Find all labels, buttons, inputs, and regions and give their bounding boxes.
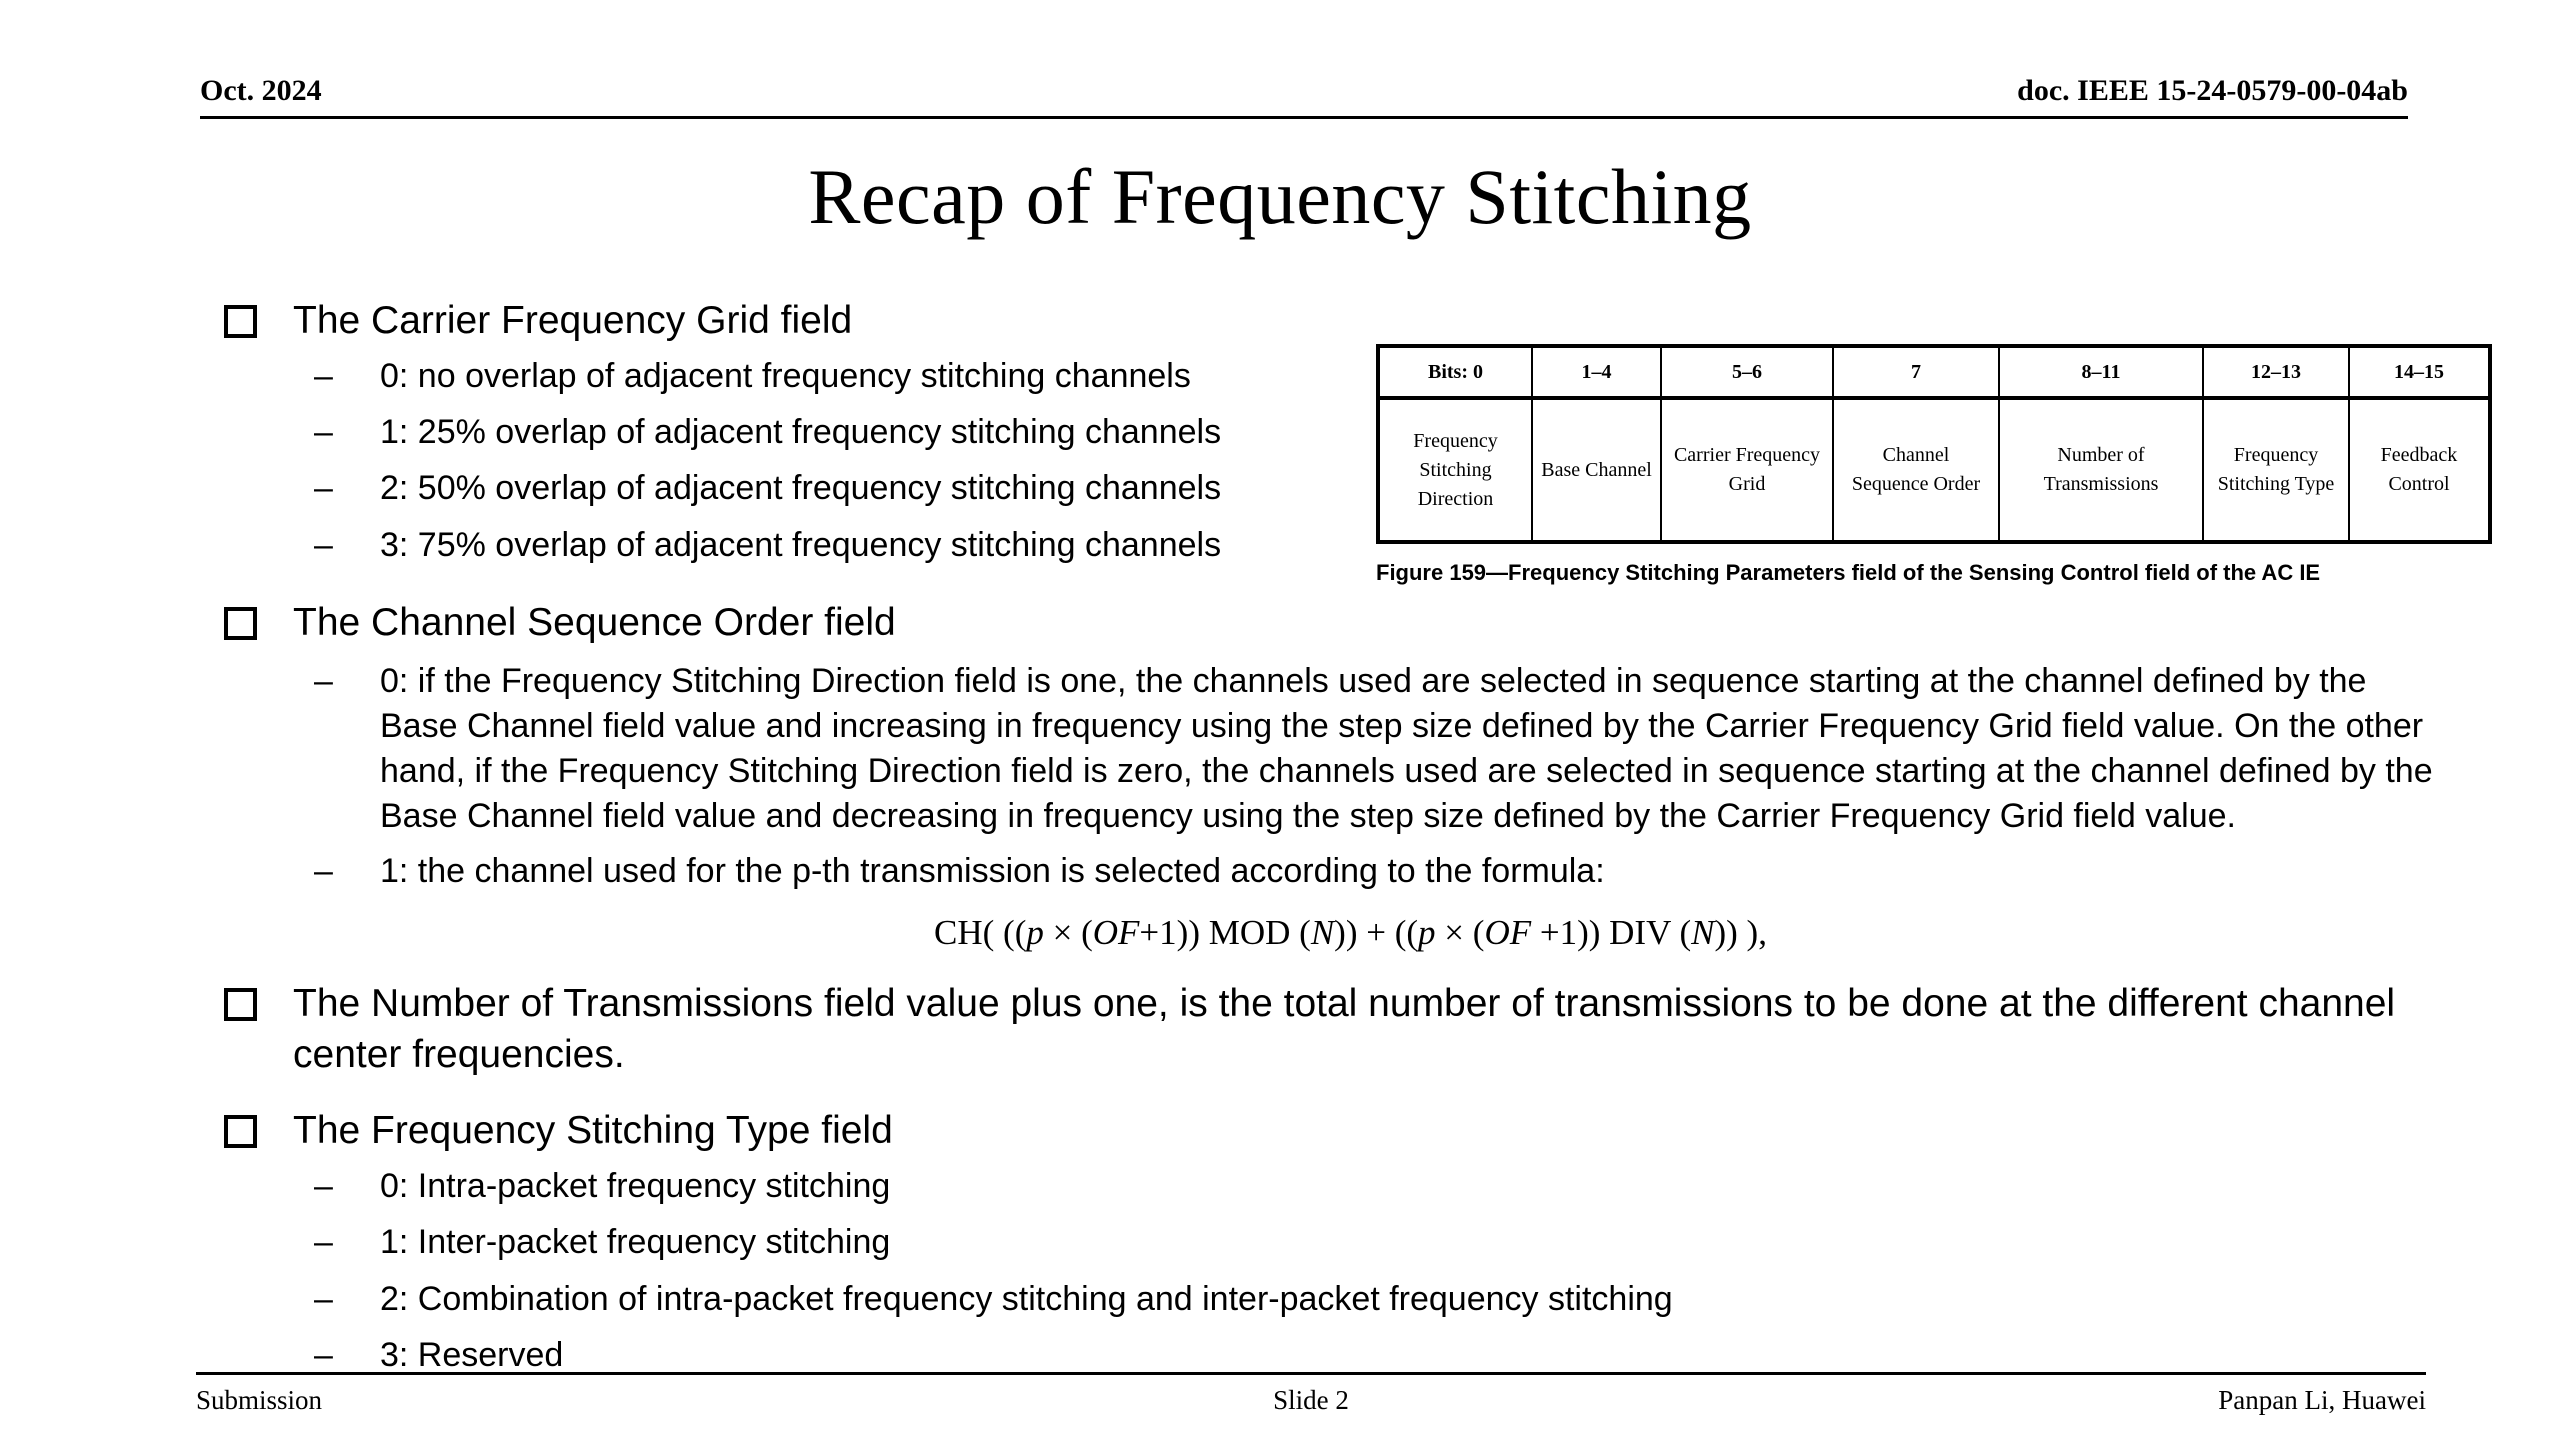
page-title: Recap of Frequency Stitching: [808, 153, 1752, 240]
sub-bullet-text: 2: Combination of intra-packet frequency stitching and inter-packet frequency stitching: [380, 1279, 1673, 1318]
dash-bullet-icon: –: [314, 1279, 333, 1318]
table-header-cell: 1–4: [1532, 346, 1661, 398]
sub-bullet: [220, 844, 2435, 898]
footer-slide-number: Slide 2: [1273, 1385, 1349, 1415]
sub-bullet-text: 1: Inter-packet frequency stitching: [380, 1223, 891, 1262]
table-header-cell: 5–6: [1661, 346, 1833, 398]
bullet-title: The Number of Transmissions field value plus one, is the total number of transmissions to be done at the different channel center frequencies.: [293, 981, 2396, 1076]
table-header-cell: Bits: 0: [1378, 346, 1532, 398]
formula-part: × (: [1435, 912, 1485, 952]
table-cell: Number of Transmissions: [1999, 398, 2203, 542]
sub-bullet-text: 0: Intra-packet frequency stitching: [380, 1166, 891, 1205]
table-row: [1378, 398, 2490, 542]
sub-bullet: [220, 1159, 2435, 1213]
sub-bullet-text: 1: the channel used for the p-th transmission is selected according to the formula:: [380, 852, 1605, 891]
slide-footer: [196, 1372, 2426, 1416]
bullet-title: The Carrier Frequency Grid field: [293, 299, 853, 342]
table-cell: Channel Sequence Order: [1833, 398, 1999, 542]
dash-bullet-icon: –: [314, 469, 333, 508]
formula-part: CH( ((: [934, 912, 1027, 952]
dash-bullet-icon: –: [314, 525, 333, 564]
table-header-cell: 14–15: [2349, 346, 2490, 398]
formula-var-p: p: [1418, 912, 1436, 952]
formula-var-n: N: [1691, 912, 1715, 952]
table-header-cell: 7: [1833, 346, 1999, 398]
bullet-title: The Frequency Stitching Type field: [293, 1109, 893, 1153]
bullet-title: The Channel Sequence Order field: [293, 601, 896, 645]
table-cell: Frequency Stitching Direction: [1378, 398, 1532, 542]
sub-bullet-text: 2: 50% overlap of adjacent frequency stitching channels: [380, 469, 1222, 508]
sub-bullet: [220, 659, 2435, 839]
formula-var-of: OF: [1092, 912, 1140, 952]
formula-part: )) ),: [1714, 912, 1767, 952]
sub-bullet: [220, 1272, 2435, 1326]
footer-submission: Submission: [196, 1385, 323, 1415]
dash-bullet-icon: –: [314, 1223, 333, 1262]
slide-header: [200, 74, 2408, 119]
bullet-number-of-transmissions: [220, 979, 2435, 1080]
figure-caption: Figure 159—Frequency Stitching Parameters field of the Sensing Control field of the AC IE: [1376, 560, 2321, 585]
dash-bullet-icon: –: [314, 1336, 333, 1375]
dash-bullet-icon: –: [314, 661, 333, 700]
formula-var-p: p: [1026, 912, 1044, 952]
square-bullet-icon: [224, 305, 257, 338]
table-header-row: [1378, 346, 2490, 398]
formula-part: × (: [1043, 912, 1093, 952]
frequency-stitching-parameters-table: [1376, 344, 2492, 544]
square-bullet-icon: [224, 1115, 257, 1148]
footer-author: Panpan Li, Huawei: [2218, 1385, 2426, 1415]
sub-bullet-text: 1: 25% overlap of adjacent frequency stitching channels: [380, 413, 1222, 452]
dash-bullet-icon: –: [314, 852, 333, 891]
formula-part: +1)) MOD (: [1139, 912, 1311, 952]
sub-bullet-text: 0: if the Frequency Stitching Direction field is one, the channels used are selected in sequence starting at the channel defined by the Base Channel field value and increasing in frequency using the step size defined by the Carrier Frequency Grid field value. On the other hand, if the Frequency Stitching Direction field is zero, the channels used are selected in sequence starting at the channel defined by the Base Channel field value and decreasing in frequency using the step size defined by the Carrier Frequency Grid field value.: [380, 661, 2433, 835]
sub-bullet-text: 0: no overlap of adjacent frequency stitching channels: [380, 356, 1191, 395]
channel-selection-formula: [266, 913, 2435, 953]
figure-159: [1376, 344, 2546, 586]
sub-bullet: [220, 1215, 2435, 1269]
sub-bullet-text: 3: Reserved: [380, 1336, 564, 1375]
table-cell: Frequency Stitching Type: [2203, 398, 2349, 542]
dash-bullet-icon: –: [314, 413, 333, 452]
sub-bullet-text: 3: 75% overlap of adjacent frequency stitching channels: [380, 525, 1222, 564]
formula-var-of: OF: [1484, 912, 1532, 952]
formula-var-n: N: [1310, 912, 1335, 952]
dash-bullet-icon: –: [314, 356, 333, 395]
table-cell: Carrier Frequency Grid: [1661, 398, 1833, 542]
square-bullet-icon: [224, 607, 257, 640]
table-header-cell: 12–13: [2203, 346, 2349, 398]
header-date: Oct. 2024: [200, 74, 322, 107]
bullet-channel-sequence-order: [220, 598, 2435, 649]
formula-part: +1)) DIV (: [1531, 912, 1692, 952]
table-header-cell: 8–11: [1999, 346, 2203, 398]
table-cell: Feedback Control: [2349, 398, 2490, 542]
square-bullet-icon: [224, 988, 257, 1021]
header-doc-number: doc. IEEE 15-24-0579-00-04ab: [2017, 74, 2408, 107]
formula-part: )) + ((: [1334, 912, 1419, 952]
bullet-frequency-stitching-type: [220, 1106, 2435, 1157]
table-cell: Base Channel: [1532, 398, 1661, 542]
dash-bullet-icon: –: [314, 1166, 333, 1205]
bullet-carrier-frequency-grid: [220, 296, 2435, 347]
